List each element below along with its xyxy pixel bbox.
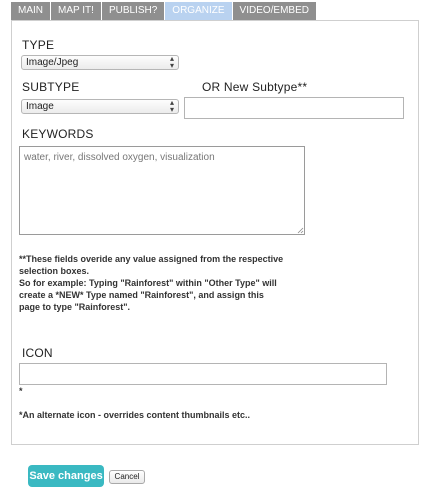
- tab-publish[interactable]: PUBLISH?: [102, 2, 165, 20]
- override-note-line: selection boxes.: [19, 266, 90, 276]
- cancel-button[interactable]: Cancel: [109, 470, 145, 484]
- subtype-select[interactable]: [21, 99, 179, 114]
- new-subtype-label: OR New Subtype**: [202, 80, 308, 94]
- tab-main[interactable]: MAIN: [11, 2, 51, 20]
- subtype-label: SUBTYPE: [22, 80, 80, 94]
- tab-map-it[interactable]: MAP IT!: [51, 2, 102, 20]
- select-arrows-icon: ▴ ▾: [169, 54, 174, 70]
- type-select-value: Image/Jpeg: [26, 57, 79, 68]
- tab-bar: [11, 2, 317, 20]
- override-note-line: So for example: Typing "Rainforest" within "Other Type" will: [19, 278, 277, 288]
- subtype-select-value: Image: [26, 101, 54, 112]
- type-label: TYPE: [22, 38, 55, 52]
- icon-asterisk: *: [19, 386, 23, 396]
- type-select[interactable]: [21, 55, 179, 70]
- keywords-label: KEYWORDS: [22, 127, 94, 141]
- organize-panel: [11, 20, 419, 445]
- override-note-line: page to type "Rainforest".: [19, 302, 131, 312]
- override-note: [19, 253, 283, 313]
- icon-input[interactable]: [19, 363, 387, 385]
- override-note-line: create a *NEW* Type named "Rainforest", and assign this: [19, 290, 264, 300]
- new-subtype-input[interactable]: [184, 97, 404, 119]
- save-changes-button[interactable]: Save changes: [28, 465, 104, 487]
- icon-label: ICON: [22, 346, 53, 360]
- select-arrows-icon: ▴ ▾: [169, 98, 174, 114]
- keywords-textarea[interactable]: [19, 146, 305, 235]
- tab-video-embed[interactable]: VIDEO/EMBED: [233, 2, 317, 20]
- icon-note: *An alternate icon - overrides content thumbnails etc..: [19, 410, 251, 420]
- tab-organize[interactable]: ORGANIZE: [165, 2, 232, 20]
- override-note-line: **These fields overide any value assigned from the respective: [19, 254, 284, 264]
